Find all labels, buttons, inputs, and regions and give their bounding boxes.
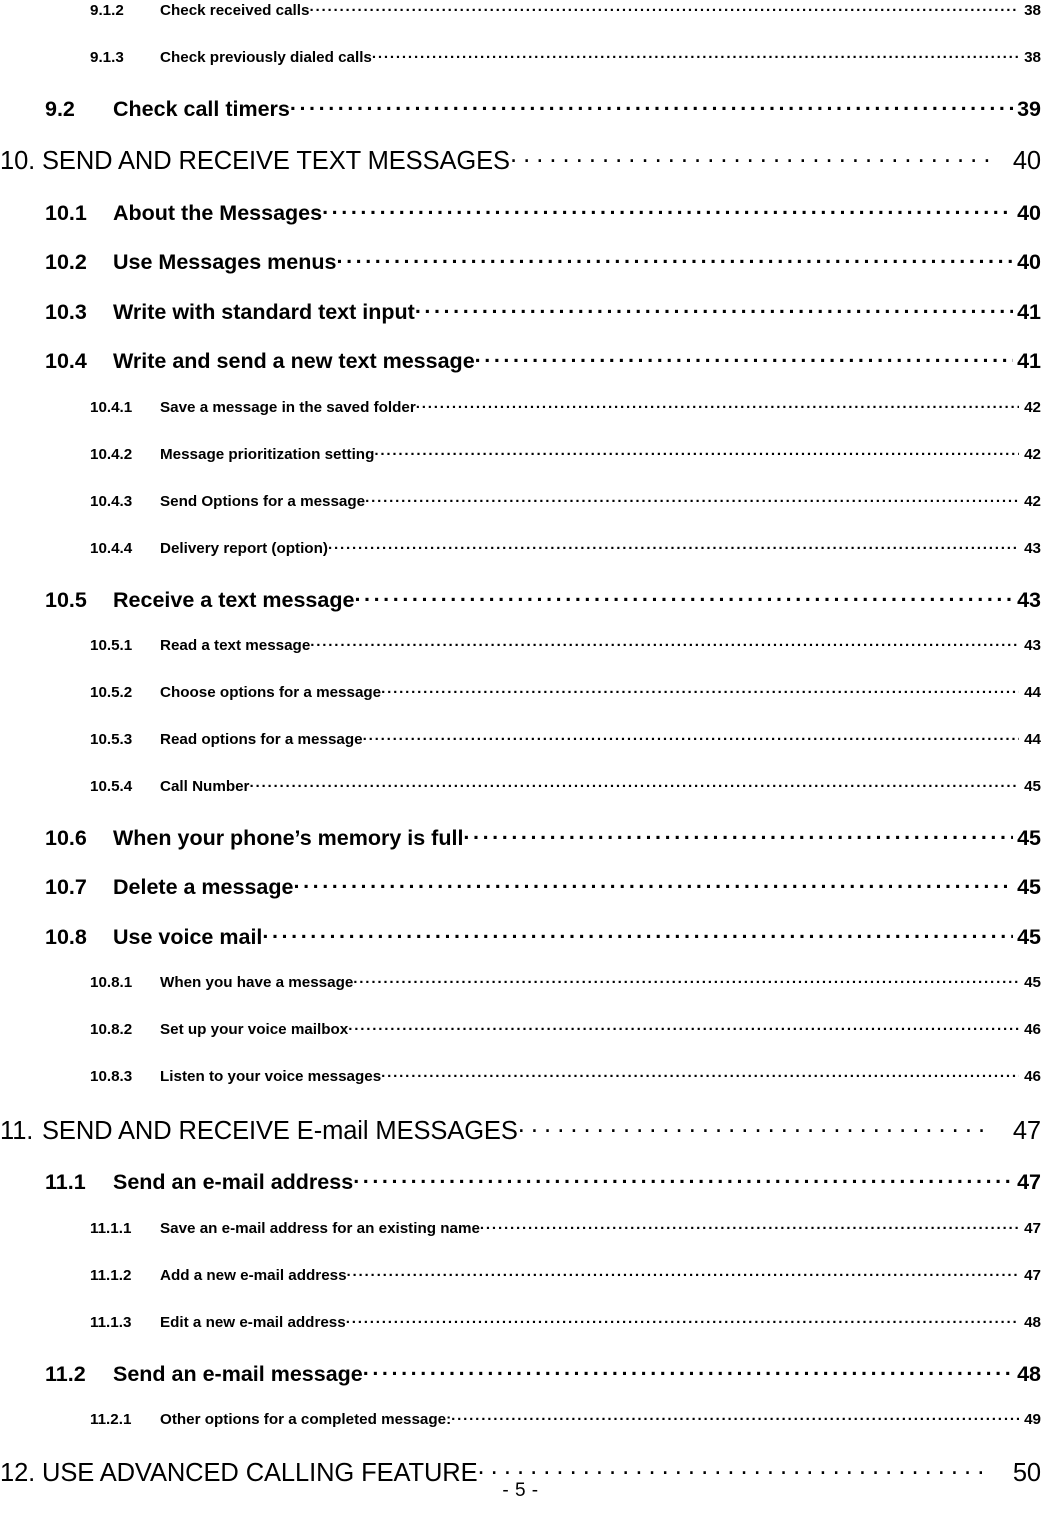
toc-entry-number: 10.7	[45, 875, 87, 900]
toc-entry-page-number: 47	[1024, 1266, 1041, 1284]
toc-entry-number: 11.2	[45, 1361, 86, 1386]
toc-entry[interactable]	[0, 396, 1041, 415]
toc-entry-number: 10.2	[45, 250, 87, 275]
toc-entry-number: 9.2	[45, 96, 75, 121]
toc-dot-leader	[451, 1409, 1019, 1424]
toc-dot-leader	[290, 94, 1013, 116]
toc-entry-number: 10.8.1	[90, 974, 133, 992]
toc-entry-title: SEND AND RECEIVE TEXT MESSAGES	[42, 147, 510, 176]
toc-entry-page-number: 47	[1017, 1170, 1041, 1195]
toc-entry-title: Send an e-mail message	[113, 1361, 363, 1386]
toc-entry-number: 10.4.3	[90, 492, 133, 510]
toc-entry[interactable]	[0, 1359, 1041, 1387]
toc-entry-page-number: 49	[1024, 1410, 1041, 1428]
toc-entry-number: 10.5.4	[90, 778, 133, 796]
toc-dot-leader	[463, 823, 1013, 845]
toc-entry[interactable]	[0, 585, 1041, 613]
toc-entry-title: Add a new e-mail address	[160, 1266, 347, 1284]
toc-entry-number: 10.	[0, 147, 36, 176]
toc-entry-title: Set up your voice mailbox	[160, 1021, 349, 1039]
toc-entry-title: Save an e-mail address for an existing name	[160, 1219, 480, 1237]
toc-entry[interactable]	[0, 682, 1041, 701]
toc-entry-number: 10.5.1	[90, 636, 133, 654]
toc-entry-title: Delete a message	[113, 875, 294, 900]
toc-entry-number: 10.5.2	[90, 684, 133, 701]
toc-entry[interactable]	[0, 776, 1041, 795]
toc-dot-leader	[249, 776, 1019, 791]
toc-entry-page-number: 45	[1017, 924, 1041, 949]
toc-entry-number: 11.2.1	[90, 1410, 132, 1428]
toc-dot-leader	[346, 1312, 1019, 1327]
toc-entry[interactable]	[0, 635, 1041, 654]
toc-entry-title: Delivery report (option)	[160, 540, 328, 558]
toc-entry-title: Save a message in the saved folder	[160, 398, 416, 416]
toc-entry-page-number: 45	[1017, 825, 1041, 850]
toc-entry[interactable]	[0, 1168, 1041, 1196]
toc-dot-leader	[510, 144, 989, 170]
toc-entry-title: Message prioritization setting	[160, 445, 375, 463]
toc-entry-title: SEND AND RECEIVE E-mail MESSAGES	[42, 1116, 518, 1145]
toc-dot-leader	[365, 491, 1019, 506]
toc-entry[interactable]	[0, 823, 1041, 851]
toc-entry[interactable]	[0, 873, 1041, 901]
toc-dot-leader	[354, 585, 1013, 607]
toc-dot-leader	[363, 729, 1019, 744]
toc-entry[interactable]	[0, 1265, 1041, 1284]
toc-entry[interactable]	[0, 248, 1041, 276]
toc-entry-title: Check previously dialed calls	[160, 49, 372, 67]
toc-dot-leader	[353, 1168, 1013, 1190]
toc-entry-title: USE ADVANCED CALLING FEATURE	[42, 1459, 478, 1488]
toc-entry-number: 10.1	[45, 200, 87, 225]
toc-entry-page-number: 47	[1012, 1116, 1041, 1145]
toc-dot-leader	[374, 444, 1019, 459]
toc-dot-leader	[381, 1066, 1019, 1081]
toc-entry-page-number: 48	[1024, 1314, 1041, 1331]
toc-entry-title: About the Messages	[113, 200, 323, 225]
toc-entry[interactable]	[0, 1066, 1041, 1085]
toc-dot-leader	[416, 396, 1019, 411]
toc-entry-page-number: 45	[1024, 974, 1041, 992]
toc-entry[interactable]	[0, 444, 1041, 463]
toc-entry[interactable]	[0, 1113, 1041, 1146]
toc-entry-number: 10.8.2	[90, 1021, 133, 1039]
toc-dot-leader	[363, 1359, 1013, 1381]
toc-entry-number: 9.1.3	[90, 49, 124, 67]
toc-entry[interactable]	[0, 94, 1041, 122]
toc-entry-title: Send an e-mail address	[113, 1170, 354, 1195]
toc-entry-page-number: 43	[1024, 636, 1041, 654]
toc-entry-page-number: 42	[1024, 492, 1041, 510]
toc-entry-page-number: 44	[1024, 731, 1041, 749]
toc-entry-number: 11.1	[45, 1170, 86, 1195]
toc-entry-page-number: 45	[1024, 778, 1041, 796]
toc-entry-page-number: 40	[1012, 147, 1041, 176]
toc-entry[interactable]	[0, 922, 1041, 950]
toc-entry-number: 10.4.1	[90, 398, 133, 416]
page-footer: - 5 -	[502, 1480, 539, 1501]
toc-entry[interactable]	[0, 47, 1041, 66]
toc-dot-leader	[372, 47, 1019, 62]
toc-entry-page-number: 38	[1024, 2, 1041, 20]
toc-entry-title: Call Number	[160, 778, 250, 796]
toc-entry[interactable]	[0, 1217, 1041, 1236]
toc-entry-title: Check received calls	[160, 2, 310, 20]
toc-entry-page-number: 48	[1017, 1361, 1041, 1386]
toc-entry-title: Listen to your voice messages	[160, 1068, 382, 1086]
toc-entry-number: 9.1.2	[90, 2, 124, 20]
toc-entry-page-number: 41	[1017, 299, 1041, 324]
toc-entry-number: 11.1.3	[90, 1314, 132, 1331]
toc-entry-number: 11.1.2	[90, 1266, 132, 1284]
toc-entry-title: When your phone’s memory is full	[113, 825, 464, 850]
toc-dot-leader	[310, 635, 1019, 650]
toc-entry-number: 10.6	[45, 825, 87, 850]
toc-entry-page-number: 43	[1017, 587, 1041, 612]
toc-entry[interactable]	[0, 0, 1041, 19]
toc-entry-page-number: 43	[1024, 540, 1041, 558]
toc-entry-number: 11.	[0, 1116, 34, 1145]
toc-dot-leader	[347, 1265, 1019, 1280]
toc-entry[interactable]	[0, 347, 1041, 375]
toc-entry-page-number: 44	[1024, 684, 1041, 701]
toc-entry[interactable]	[0, 491, 1041, 510]
toc-entry[interactable]	[0, 198, 1041, 226]
toc-dot-leader	[336, 248, 1013, 270]
toc-entry-page-number: 47	[1024, 1219, 1041, 1237]
toc-dot-leader	[353, 972, 1019, 987]
toc-entry-number: 10.3	[45, 299, 87, 324]
toc-entry-number: 12.	[0, 1459, 36, 1488]
toc-entry-number: 10.8	[45, 924, 87, 949]
toc-entry-title: When you have a message	[160, 974, 354, 992]
toc-entry-title: Use voice mail	[113, 924, 263, 949]
toc-entry-page-number: 40	[1017, 200, 1041, 225]
toc-entry-number: 10.8.3	[90, 1068, 133, 1086]
toc-entry-page-number: 46	[1024, 1068, 1041, 1086]
toc-entry[interactable]	[0, 729, 1041, 748]
toc-entry-number: 10.5	[45, 587, 87, 612]
toc-entry-page-number: 46	[1024, 1021, 1041, 1039]
toc-entry-page-number: 50	[1012, 1459, 1041, 1488]
toc-dot-leader	[518, 1113, 989, 1139]
toc-entry[interactable]	[0, 1019, 1041, 1038]
toc-entry[interactable]	[0, 538, 1041, 557]
toc-entry-title: Other options for a completed message:	[160, 1410, 452, 1428]
toc-entry[interactable]	[0, 144, 1041, 177]
toc-entry-page-number: 39	[1017, 96, 1041, 121]
toc-entry-title: Choose options for a message	[160, 684, 382, 701]
toc-dot-leader	[475, 347, 1013, 369]
toc-entry-title: Check call timers	[113, 96, 290, 121]
toc-entry-page-number: 38	[1024, 49, 1041, 67]
toc-entry-number: 10.4.2	[90, 445, 133, 463]
toc-entry-number: 10.4.4	[90, 540, 133, 558]
toc-entry-page-number: 40	[1017, 250, 1041, 275]
toc-entry-page-number: 45	[1017, 875, 1041, 900]
toc-dot-leader	[415, 297, 1013, 319]
toc-entry[interactable]	[0, 1409, 1041, 1428]
toc-entry[interactable]	[0, 972, 1041, 991]
toc-dot-leader	[293, 873, 1013, 895]
toc-entry-page-number: 42	[1024, 398, 1041, 416]
toc-dot-leader	[478, 1456, 989, 1482]
toc-entry-title: Send Options for a message	[160, 492, 366, 510]
toc-dot-leader	[348, 1019, 1019, 1034]
toc-entry-title: Use Messages menus	[113, 250, 337, 275]
toc-dot-leader	[328, 538, 1019, 553]
toc-entry-number: 10.4	[45, 349, 87, 374]
toc-entry-title: Write and send a new text message	[113, 349, 475, 374]
toc-entry-title: Read a text message	[160, 636, 311, 654]
toc-entry-page-number: 42	[1024, 445, 1041, 463]
toc-dot-leader	[322, 198, 1013, 220]
toc-entry[interactable]	[0, 297, 1041, 325]
toc-entry-number: 10.5.3	[90, 731, 133, 749]
toc-entry-title: Receive a text message	[113, 587, 355, 612]
toc-dot-leader	[309, 0, 1019, 15]
toc-entry-title: Edit a new e-mail address	[160, 1314, 346, 1331]
toc-dot-leader	[381, 682, 1019, 697]
toc-entry-title: Read options for a message	[160, 731, 363, 749]
toc-entry-number: 11.1.1	[90, 1219, 132, 1237]
toc-dot-leader	[480, 1217, 1019, 1232]
toc-entry-title: Write with standard text input	[113, 299, 415, 324]
toc-dot-leader	[262, 922, 1013, 944]
toc-entry-page-number: 41	[1017, 349, 1041, 374]
toc-entry[interactable]	[0, 1312, 1041, 1331]
